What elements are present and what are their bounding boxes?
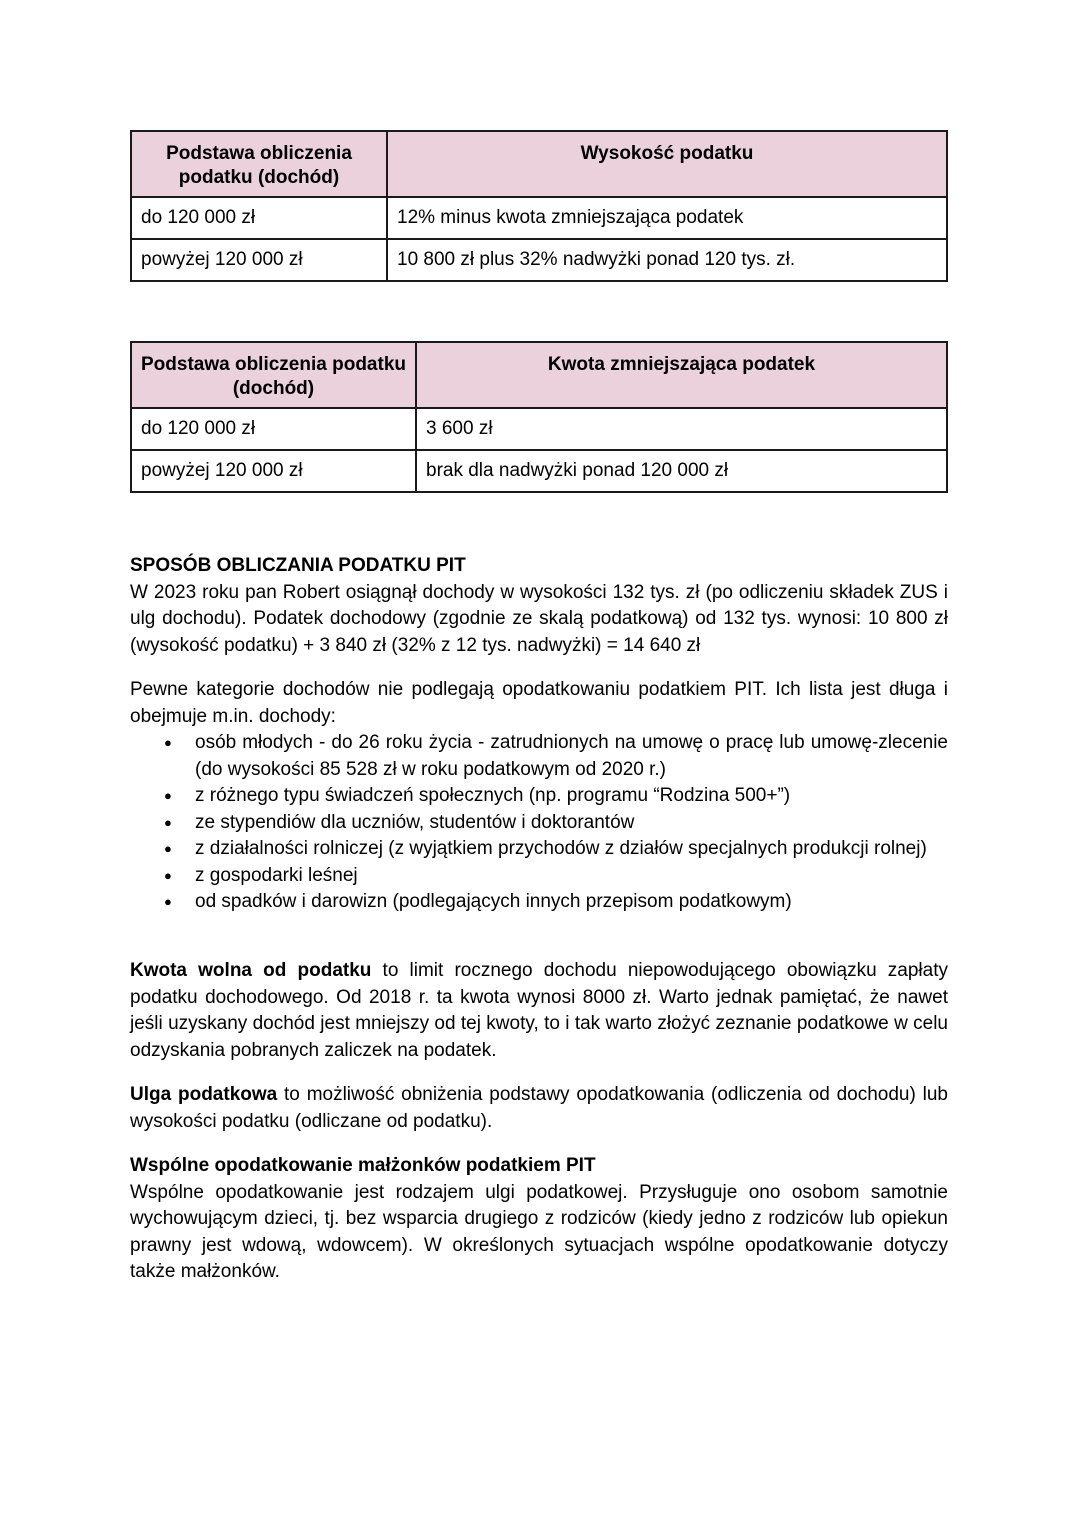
table-row — [131, 408, 947, 450]
definition-text: to limit rocznego dochodu niepowodującego obowiązku zapłaty podatku dochodowego. Od 2018 r. ta kwota wynosi 8000 zł. Warto jednak pamiętać, że nawet jeśli uzyskany dochód jest mniejszy od tej kwoty, to i tak warto złożyć zeznanie podatkowe w celu odzyskania pobranych zaliczek na podatek. — [130, 960, 948, 1061]
table-cell: 12% minus kwota zmniejszająca podatek — [387, 197, 947, 239]
term-bold: Kwota wolna od podatku — [130, 960, 372, 981]
exemptions-intro: Pewne kategorie dochodów nie podlegają opodatkowaniu podatkiem PIT. Ich lista jest długa i obejmuje m.in. dochody: — [130, 679, 948, 727]
table-row — [131, 239, 947, 281]
joint-taxation-section — [130, 1153, 948, 1286]
tax-reduction-table — [130, 341, 948, 493]
list-item: ● ze stypendiów dla uczniów, studentów i doktorantów — [195, 810, 948, 837]
table-cell: powyżej 120 000 zł — [131, 239, 387, 281]
tax-rate-table — [130, 130, 948, 282]
table-cell: powyżej 120 000 zł — [131, 450, 416, 492]
column-header: Podstawa obliczenia podatku (dochód) — [131, 131, 387, 197]
list-item: ● osób młodych - do 26 roku życia - zatrudnionych na umowę o pracę lub umowę-zlecenie (do wysokości 85 528 zł w roku podatkowym od 2020 r.) — [195, 730, 948, 783]
list-item: ● z działalności rolniczej (z wyjątkiem przychodów z działów specjalnych produkcji rolnej) — [195, 836, 948, 863]
section-heading: Wspólne opodatkowanie małżonków podatkiem PIT — [130, 1155, 596, 1176]
table-cell: do 120 000 zł — [131, 197, 387, 239]
list-item: ● z gospodarki leśnej — [195, 863, 948, 890]
table-cell: brak dla nadwyżki ponad 120 000 zł — [416, 450, 947, 492]
column-header: Kwota zmniejszająca podatek — [416, 342, 947, 408]
ulga-paragraph — [130, 1082, 948, 1135]
list-item: ● z różnego typu świadczeń społecznych (np. programu “Rodzina 500+”) — [195, 783, 948, 810]
table-row — [131, 197, 947, 239]
table-cell: do 120 000 zł — [131, 408, 416, 450]
joint-taxation-text: Wspólne opodatkowanie jest rodzajem ulgi podatkowej. Przysługuje ono osobom samotnie wychowującym dzieci, tj. bez wsparcia drugiego z rodziców (kiedy jedno z rodziców lub opiekun prawny jest wdową, wdowcem). W określonych sytuacjach wspólne opodatkowanie dotyczy także małżonków. — [130, 1181, 948, 1282]
term-bold: Ulga podatkowa — [130, 1084, 278, 1105]
exemptions-list — [130, 730, 948, 916]
kwota-wolna-paragraph — [130, 958, 948, 1064]
table-cell: 10 800 zł plus 32% nadwyżki ponad 120 tys. zł. — [387, 239, 947, 281]
pit-example-paragraph: W 2023 roku pan Robert osiągnął dochody w wysokości 132 tys. zł (po odliczeniu składek ZUS i ulg dochodu). Podatek dochodowy (zgodnie ze skalą podatkową) od 132 tys. wynosi: 10 800 zł (wysokość podatku) + 3 840 zł (32% z 12 tys. nadwyżki) = 14 640 zł — [130, 581, 948, 656]
table-cell: 3 600 zł — [416, 408, 947, 450]
pit-calculation-section — [130, 553, 948, 659]
table-row — [131, 450, 947, 492]
list-item: ● od spadków i darowizn (podlegających innych przepisom podatkowym) — [195, 889, 948, 916]
table-header-row — [131, 131, 947, 197]
column-header: Wysokość podatku — [387, 131, 947, 197]
column-header: Podstawa obliczenia podatku (dochód) — [131, 342, 416, 408]
section-heading: SPOSÓB OBLICZANIA PODATKU PIT — [130, 555, 466, 576]
definition-text: to możliwość obniżenia podstawy opodatkowania (odliczenia od dochodu) lub wysokości podatku (odliczane od podatku). — [130, 1084, 948, 1132]
table-header-row — [131, 342, 947, 408]
exemptions-section — [130, 677, 948, 916]
